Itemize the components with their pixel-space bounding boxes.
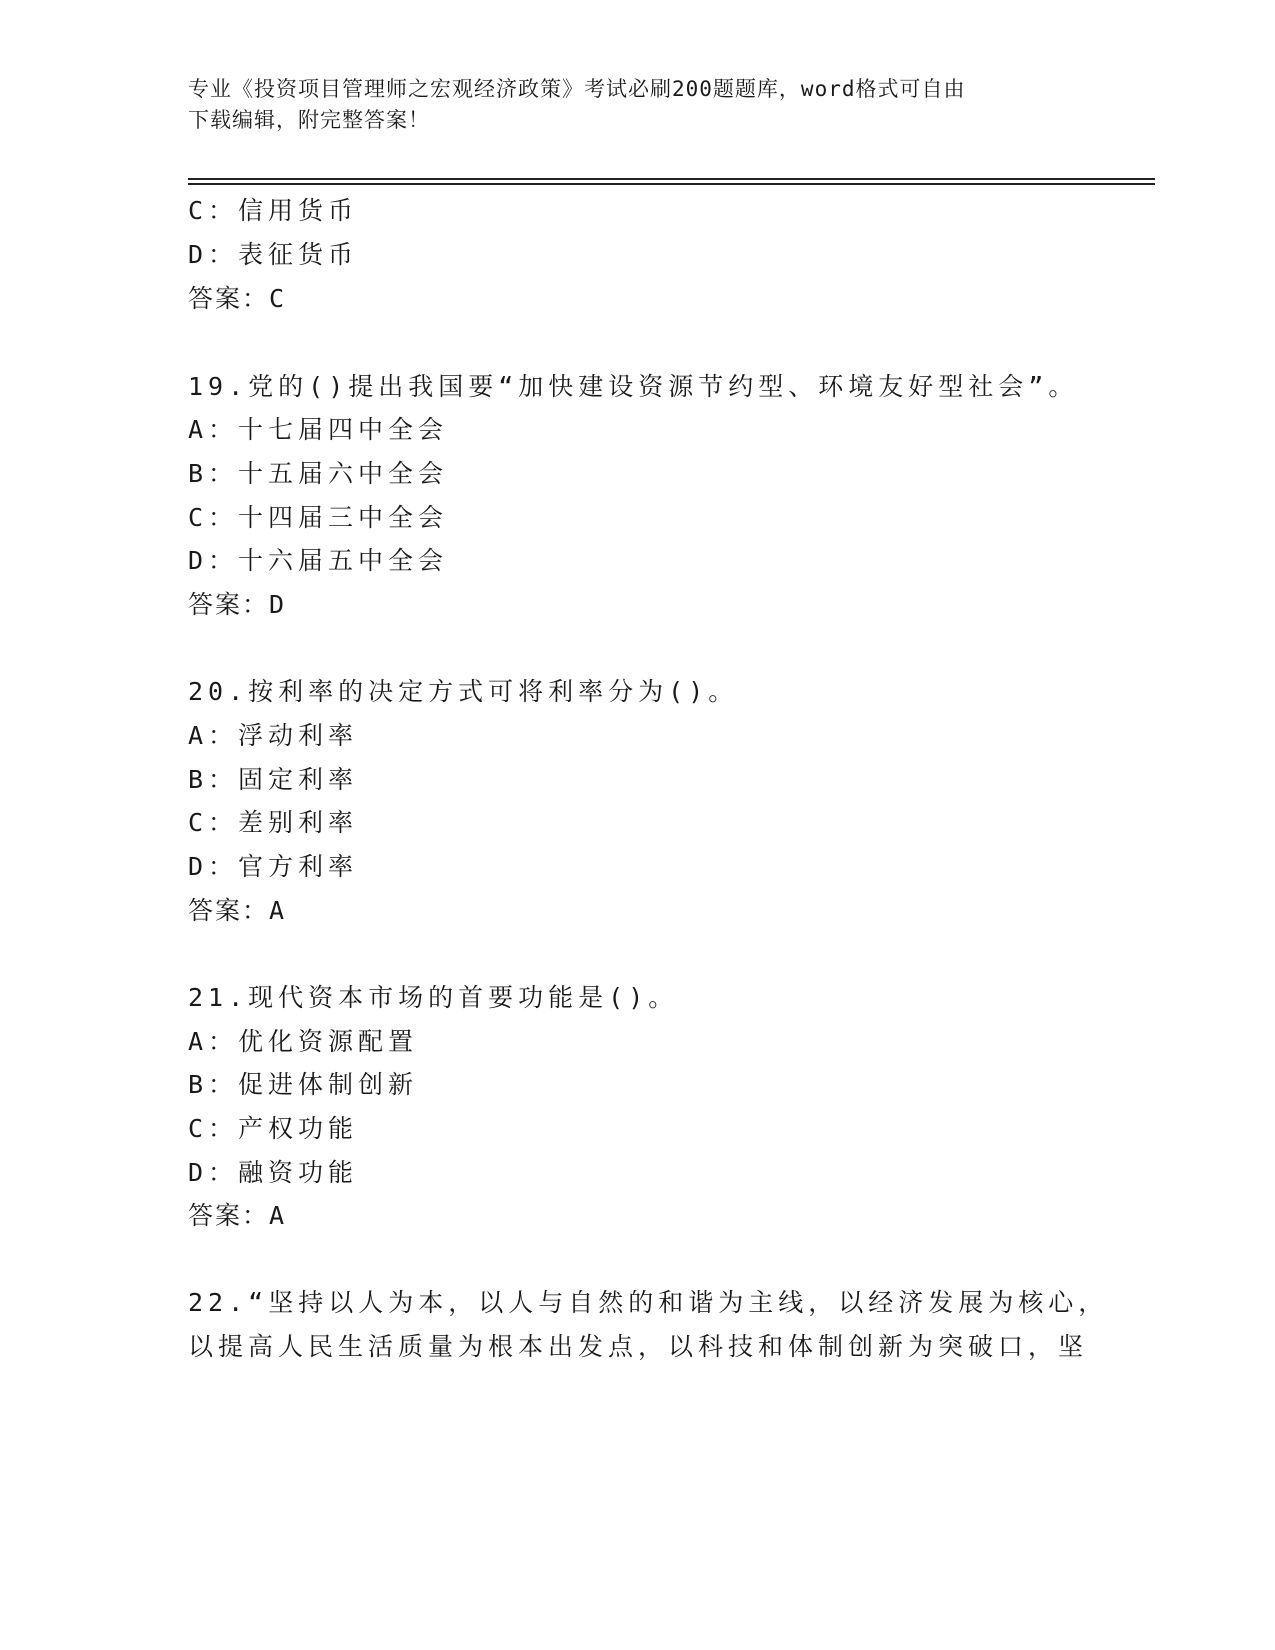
q21-question: 21.现代资本市场的首要功能是()。 [188, 983, 679, 1012]
document-header [188, 74, 1088, 136]
q18-option-d: D：表征货币 [188, 240, 359, 269]
q21-option-b: B：促进体制创新 [188, 1070, 419, 1099]
q22-question-line-2: 以提高人民生活质量为根本出发点，以科技和体制创新为突破口，坚 [188, 1332, 1089, 1361]
q19-option-b: B：十五届六中全会 [188, 459, 449, 488]
q20-option-c: C：差别利率 [188, 808, 359, 837]
q18-answer: 答案：C [188, 284, 287, 313]
q19-question: 19.党的()提出我国要“加快建设资源节约型、环境友好型社会”。 [188, 372, 1079, 401]
q20-question: 20.按利率的决定方式可将利率分为()。 [188, 677, 739, 706]
q22-question-line-1: 22.“坚持以人为本，以人与自然的和谐为主线，以经济发展为核心， [188, 1288, 1109, 1317]
q19-option-d: D：十六届五中全会 [188, 546, 449, 575]
q20-answer: 答案：A [188, 896, 287, 925]
q21-option-d: D：融资功能 [188, 1158, 359, 1187]
q19-option-a: A：十七届四中全会 [188, 415, 449, 444]
header-divider-top [188, 178, 1155, 180]
header-divider-bottom [188, 183, 1155, 185]
q21-option-a: A：优化资源配置 [188, 1027, 419, 1056]
q19-option-c: C：十四届三中全会 [188, 503, 449, 532]
q20-option-d: D：官方利率 [188, 852, 359, 881]
q20-option-b: B：固定利率 [188, 765, 359, 794]
q21-option-c: C：产权功能 [188, 1114, 359, 1143]
header-line-1: 专业《投资项目管理师之宏观经济政策》考试必刷200题题库，word格式可自由 [188, 77, 966, 101]
q19-answer: 答案：D [188, 590, 287, 619]
header-line-2: 下载编辑，附完整答案！ [188, 108, 430, 132]
q20-option-a: A：浮动利率 [188, 721, 359, 750]
q21-answer: 答案：A [188, 1201, 287, 1230]
q18-option-c: C：信用货币 [188, 196, 359, 225]
